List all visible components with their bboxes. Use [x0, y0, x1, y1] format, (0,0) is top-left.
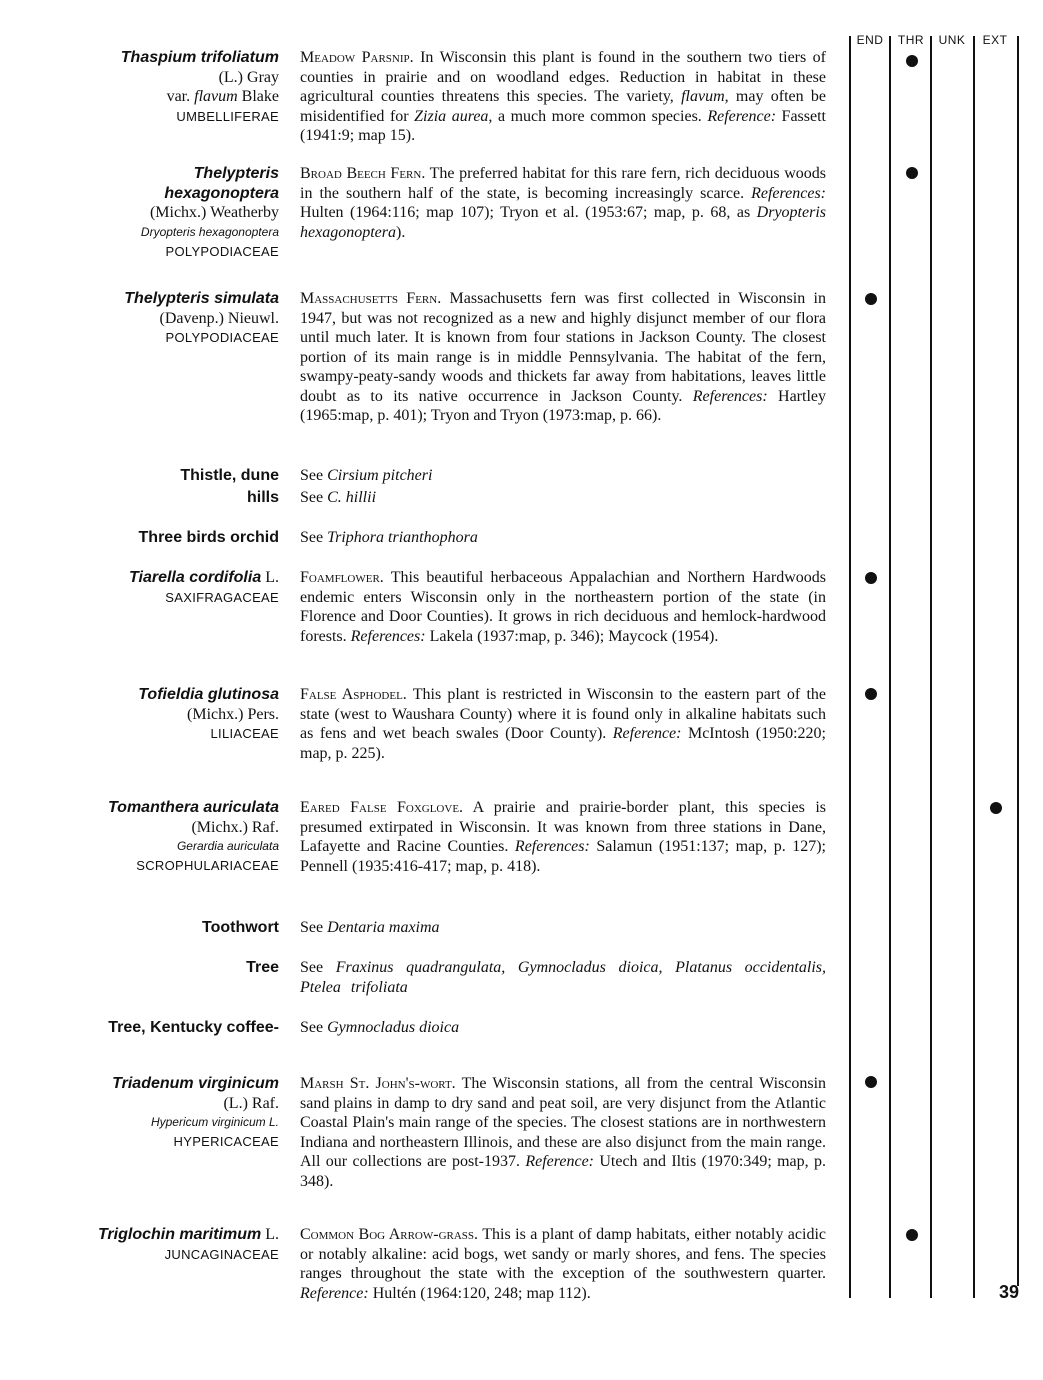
status-dot-thaspium-thr	[906, 55, 918, 67]
authority: (L.) Gray	[218, 68, 279, 86]
cross-reference-target[interactable]: Cirsium pitcheri	[327, 467, 433, 484]
entry-heading	[0, 1018, 279, 1038]
scientific-name: Triglochin maritimum	[97, 1226, 262, 1243]
scientific-name-line	[0, 1225, 279, 1245]
status-column-rule-left	[849, 36, 851, 1298]
synonym: Dryopteris hexagonoptera	[140, 224, 279, 239]
common-name: Meadow Parsnip.	[300, 49, 414, 66]
status-dot-tomanthera-ext	[990, 802, 1002, 814]
cross-reference-target[interactable]: Gymnocladus dioica	[327, 1019, 460, 1036]
family-name: POLYPODIACEAE	[165, 330, 279, 345]
synonym: Gerardia auriculata	[176, 839, 279, 853]
entry-heading	[0, 164, 279, 261]
status-column-rule-3	[973, 36, 975, 1298]
cross-reference: See Triphora trianthophora	[300, 529, 478, 546]
common-name: Marsh St. John's-wort.	[300, 1075, 456, 1092]
variety-line: var. flavum Blake	[166, 88, 279, 105]
cross-reference-target[interactable]: C. hillii	[327, 489, 377, 506]
entry-heading	[0, 1225, 279, 1264]
scientific-name: Tiarella cordifolia	[129, 569, 262, 586]
entry-description: Common Bog Arrow-grass. This is a plant of damp habitats, either notably acidic or notably alkaline: acid bogs, wet sandy or marly shores, and fens. The species ranges throughout the state with the exception of the southwestern quarter. Reference: Hultén (1964:120, 248; map 112).	[300, 1226, 826, 1302]
status-column-rule-right	[1017, 36, 1019, 1286]
authority: L.	[261, 569, 279, 586]
status-column-rule-2	[930, 36, 932, 1298]
scientific-name: Thaspium trifoliatum	[120, 49, 279, 66]
authority: (Michx.) Raf.	[191, 818, 279, 836]
cross-reference-target[interactable]: Dentaria maxima	[327, 919, 440, 936]
scientific-name: Thelypteris simulata	[124, 290, 279, 307]
status-dot-triglochin-thr	[906, 1229, 918, 1241]
page-number: 39	[998, 1282, 1020, 1302]
status-header-thr: THR	[897, 33, 925, 47]
scientific-name: Tomanthera auriculata	[107, 799, 279, 816]
family-name: LILIACEAE	[210, 726, 279, 741]
common-name: Common Bog Arrow-grass.	[300, 1226, 479, 1243]
entry-heading	[0, 289, 279, 347]
status-dot-thelypteris-hexagonoptera-thr	[906, 167, 918, 179]
common-name: Massachusetts Fern.	[300, 290, 442, 307]
family-name: SCROPHULARIACEAE	[136, 858, 279, 873]
entry-heading	[0, 48, 279, 126]
synonym: Hypericum virginicum L.	[150, 1115, 279, 1129]
family-name: SAXIFRAGACEAE	[165, 589, 279, 605]
authority: (Michx.) Pers.	[187, 705, 279, 723]
status-dot-tofieldia-end	[865, 688, 877, 700]
scientific-name: Tofieldia glutinosa	[138, 686, 279, 703]
cross-reference: See Fraxinus quadrangulata, Gymnocladus dioica, Platanus occidentalis, Ptelea trifoliata	[300, 959, 826, 996]
cross-reference-target[interactable]: Fraxinus quadrangulata, Gymnocladus dioica, Platanus occidentalis, Ptelea trifoliata	[300, 959, 826, 996]
common-name-heading-cont: hills	[246, 489, 279, 506]
authority: (Michx.) Weatherby	[149, 204, 279, 221]
family-name: JUNCAGINACEAE	[164, 1246, 279, 1262]
cross-reference: See Gymnocladus dioica	[300, 1019, 460, 1036]
cross-reference: See Cirsium pitcheri See C. hillii	[300, 467, 433, 506]
common-name-heading: Tree, Kentucky coffee-	[108, 1019, 279, 1036]
entry-description: Foamflower. This beautiful herbaceous Appalachian and Northern Hardwoods endemic enters Wisconsin only in the northeastern portion of the state (in Florence and Door Counties). It grows in rich deciduous and hemlock-hardwood forests. References: Lakela (1937:map, p. 346); Maycock (1954).	[300, 569, 826, 645]
common-name: Eared False Foxglove.	[300, 799, 464, 816]
entry-description: False Asphodel. This plant is restricted in Wisconsin to the eastern part of the state (west to Waushara County) where it is found only in alkaline habitats such as fens and wet beach swales (Door County). Reference: McIntosh (1950:220; map, p. 225).	[300, 686, 827, 762]
common-name-heading: Thistle, dune	[180, 467, 279, 484]
scientific-name: Thelypteris	[193, 165, 279, 182]
entry-heading	[0, 1074, 279, 1151]
status-dot-thelypteris-simulata-end	[865, 293, 877, 305]
common-name: Foamflower.	[300, 569, 384, 586]
authority: L.	[261, 1226, 279, 1243]
entry-heading	[0, 528, 279, 548]
cross-reference: See Dentaria maxima	[300, 919, 440, 936]
entry-heading	[0, 685, 279, 743]
entry-description: Marsh St. John's-wort. The Wisconsin stations, all from the central Wisconsin sand plains in damp to dry sand and peat soil, are very disjunct from the Atlantic Coastal Plain's main range of the species. The closest stations are in northwestern Indiana and northeastern Illinois, and these are also disjunct from the main range. All our collections are post-1937. Reference: Utech and Iltis (1970:349; map, p. 348).	[300, 1075, 827, 1190]
status-dot-triadenum-end	[865, 1076, 877, 1088]
scientific-name-line	[0, 568, 279, 588]
entry-description: Eared False Foxglove. A prairie and prairie-border plant, this species is presumed extirpated in Wisconsin. It was known from three stations in Dane, Lafayette and Racine Counties. References: Salamun (1951:137; map, p. 127); Pennell (1935:416-417; map, p. 418).	[300, 799, 827, 875]
status-header-ext: EXT	[982, 33, 1008, 47]
scientific-name-cont: hexagonoptera	[164, 184, 279, 202]
cross-reference-target[interactable]: Triphora trianthophora	[327, 529, 478, 546]
status-column-rule-1	[889, 36, 891, 1298]
authority: (L.) Raf.	[223, 1094, 279, 1112]
entry-description: Meadow Parsnip. In Wisconsin this plant is found in the southern two tiers of counties in prairie and on woodland edges. Reduction in habitat in these agricultural counties threatens this species. The variety, flavum, may often be misidentified for Zizia aurea, a much more common species. Reference: Fassett (1941:9; map 15).	[300, 49, 827, 144]
entry-heading	[0, 798, 279, 875]
authority: (Davenp.) Nieuwl.	[159, 309, 279, 327]
entry-description: Broad Beech Fern. The preferred habitat for this rare fern, rich deciduous woods in the southern half of the state, is becoming increasingly scarce. References: Hulten (1964:116; map 107); Tryon et al. (1953:67; map, p. 68, as Dryopteris hexagonoptera).	[300, 165, 826, 241]
entry-heading	[0, 568, 279, 607]
common-name: False Asphodel.	[300, 686, 407, 703]
entry-heading	[0, 958, 279, 978]
entry-description: Massachusetts Fern. Massachusetts fern was first collected in Wisconsin in 1947, but was not recognized as a new and highly disjunct member of our flora until much later. It is known from four stations in Jackson County. The closest portion of its main range is in middle Pennsylvania. The habitat of the fern, swampy-peaty-sandy woods and thickets far away from habitations, leaves little doubt as to its native occurrence in Jackson County. References: Hartley (1965:map, p. 401); Tryon and Tryon (1973:map, p. 66).	[300, 290, 826, 424]
common-name: Broad Beech Fern.	[300, 165, 426, 182]
status-header-unk: UNK	[938, 33, 966, 47]
family-name: UMBELLIFERAE	[176, 108, 279, 124]
entry-heading	[0, 465, 279, 509]
status-header-end: END	[856, 33, 884, 47]
family-name: HYPERICACEAE	[173, 1134, 279, 1149]
common-name-heading: Three birds orchid	[138, 529, 279, 546]
entry-heading	[0, 918, 279, 938]
family-name: POLYPODIACEAE	[165, 243, 279, 259]
status-dot-tiarella-end	[865, 572, 877, 584]
scientific-name: Triadenum virginicum	[112, 1075, 279, 1092]
common-name-heading: Toothwort	[201, 919, 279, 936]
common-name-heading: Tree	[246, 959, 279, 976]
